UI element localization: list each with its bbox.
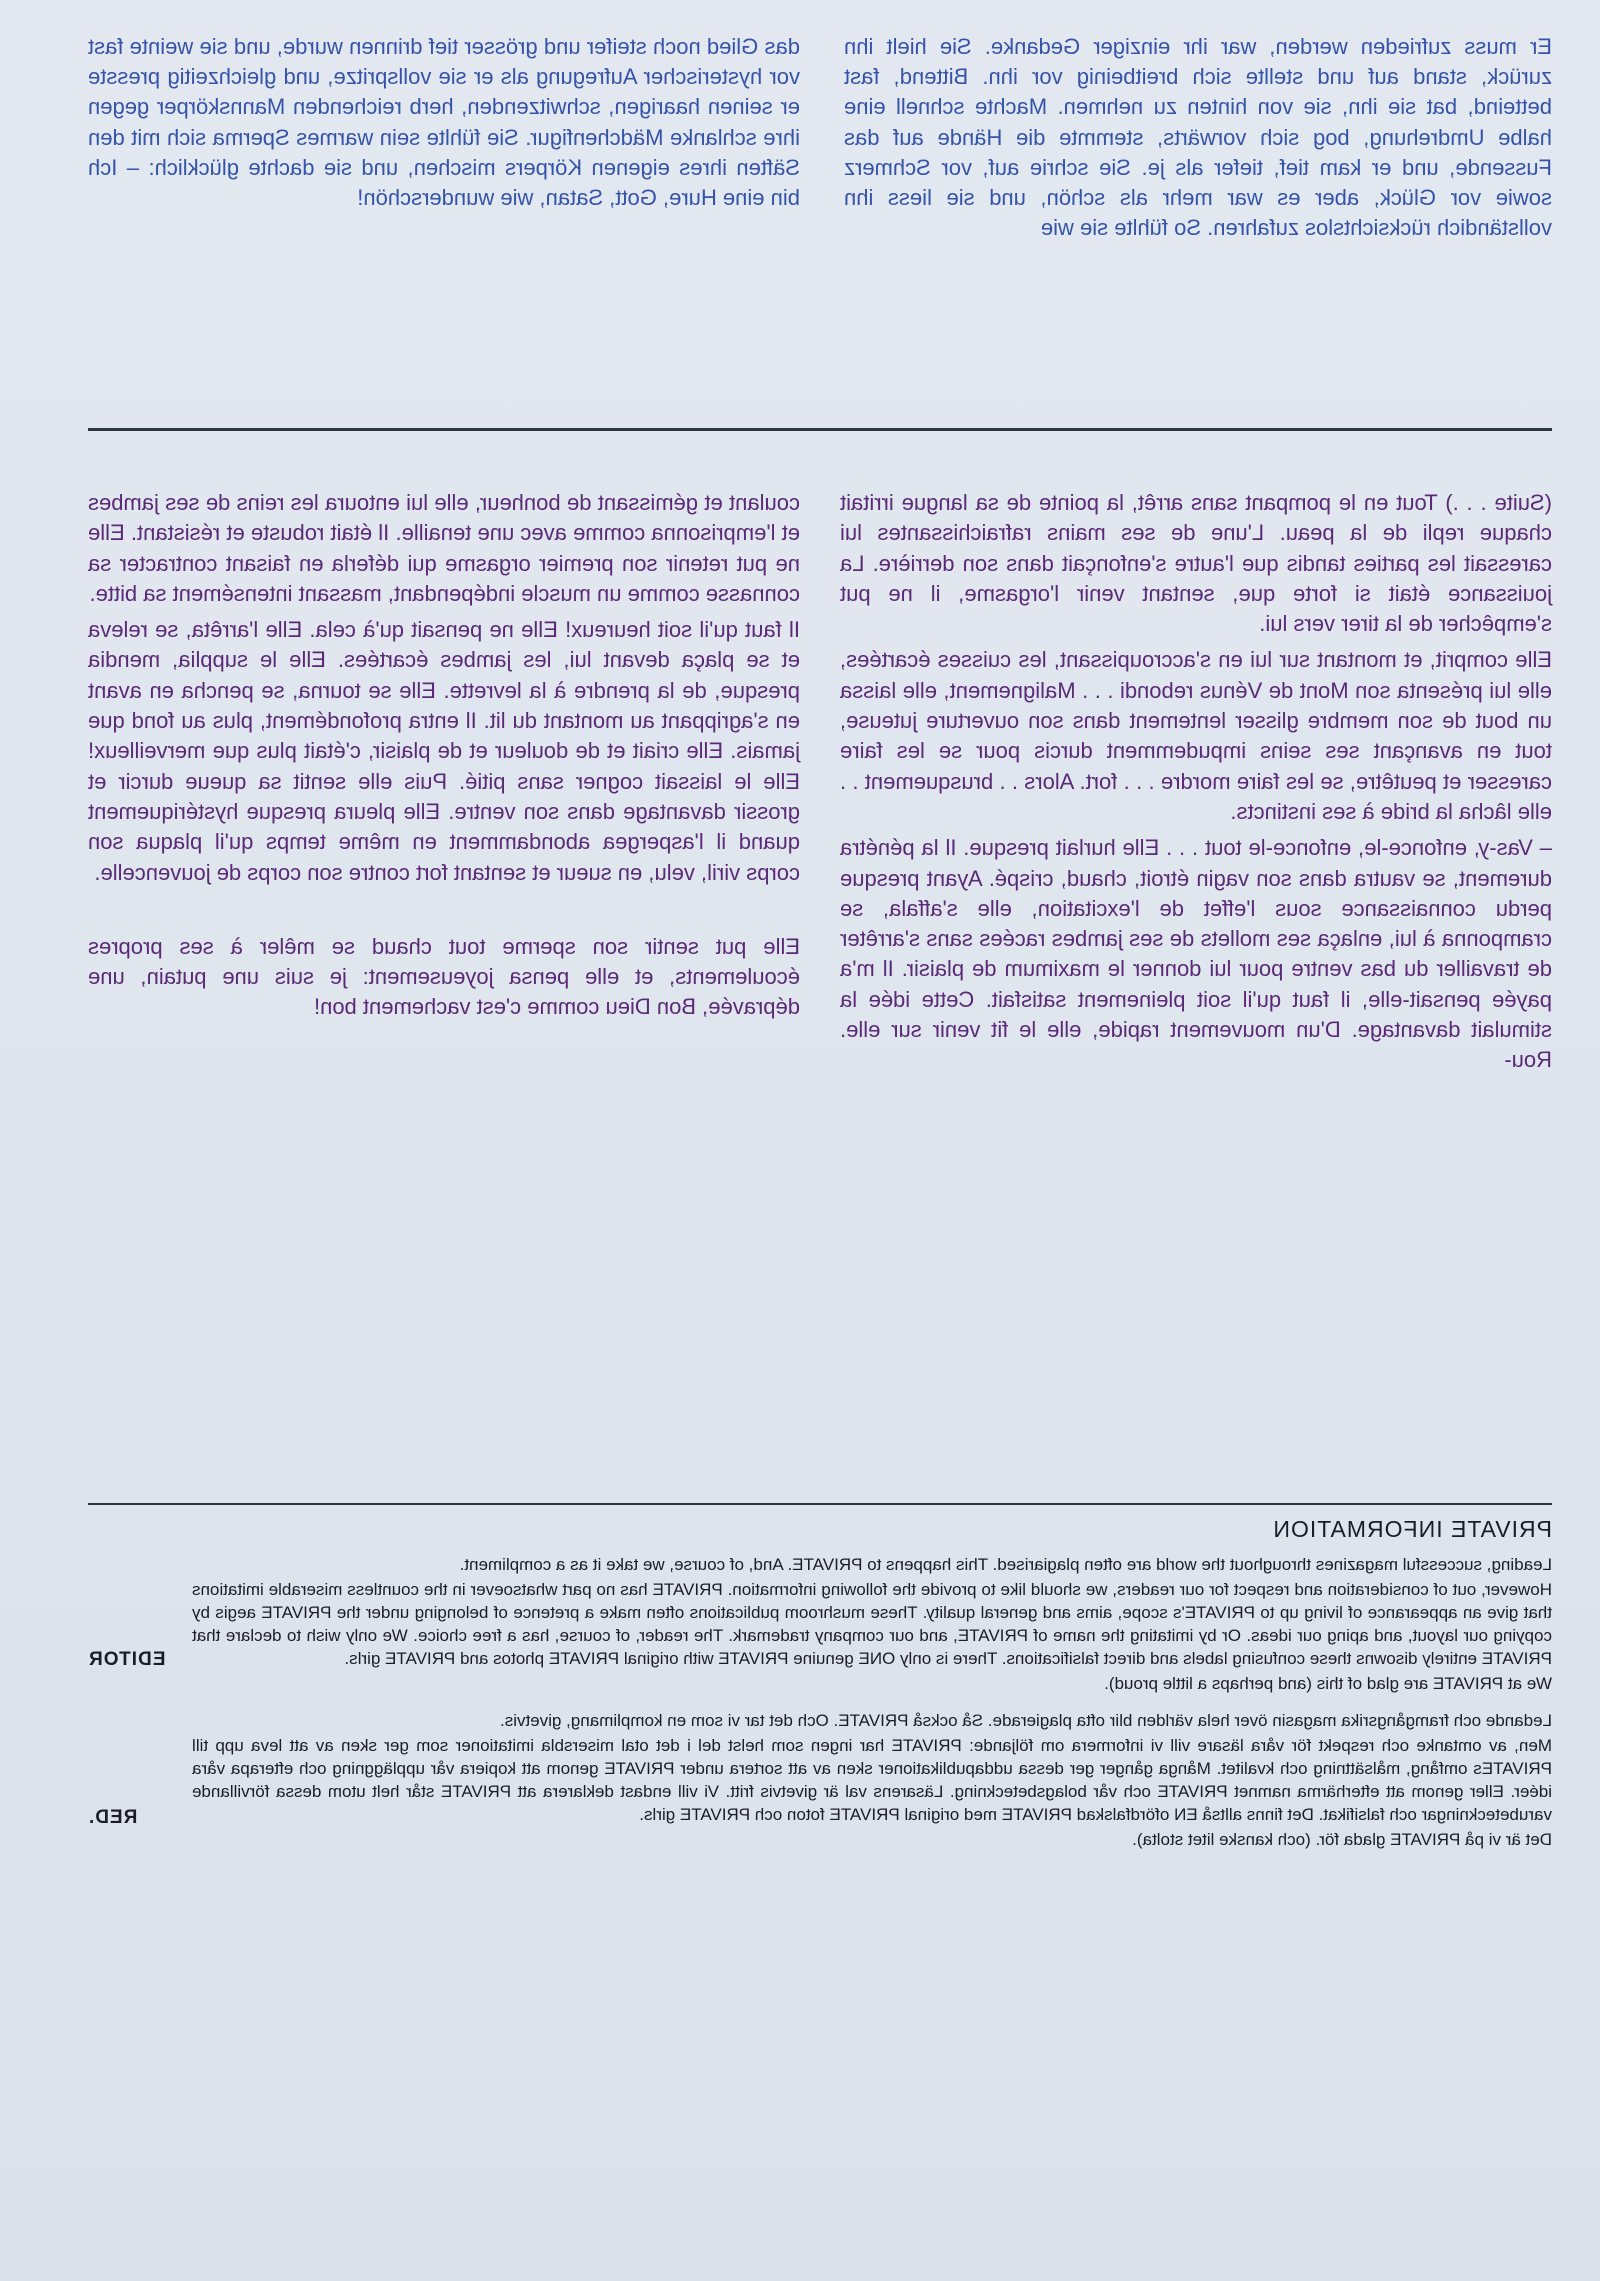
french-column-1: [840, 488, 1552, 1082]
private-information-box: [88, 1516, 1552, 1853]
notice-paragraph: Ledande och framgångsrika magasin över hela världen blir ofta plagierade. Så också PRIVATE. Och det tar vi som en komplimang, givetvis.: [499, 1711, 1552, 1730]
paragraph-gap: [88, 894, 800, 932]
editor-signature: EDITOR: [88, 1649, 166, 1670]
notice-paragraph: Leading, successful magazines throughout the world are often plagiarised. This happens to PRIVATE. And, of course, we take it as a compliment.: [459, 1555, 1552, 1574]
notice-paragraph: However, out of consideration and respect for our readers, we should like to provide the following information. PRIVATE has no part whatsoever in the countless miserable imitations that give an appearance of living up to PRIVATE's scope, aims and general quality. These mushroom publications often make a pretence of belonging under the PRIVATE aegis by copying our layout, and aping our ideas. Or by imitating the name of PRIVATE, and our company trademark. The reader, of course, has a free choice. We only wish to declare that PRIVATE entirely disowns these confusing labels and direct falsifications. There is only ONE genuine PRIVATE with original PRIVATE photos and PRIVATE girls.: [192, 1580, 1552, 1668]
english-notice: [88, 1553, 1552, 1695]
french-paragraph: – Vas-y, enfonce-le, enfonce-le tout . . . Elle hurlait presque. Il la pénétra durement, se vautra dans son vagin étroit, chaud, crispé. Ayant presque perdu connaissance sous l'effet de l'excitation, elle s'affala, se cramponna à lui, enlaça ses mollets de ses jambes racées sans s'arrêter de travailler du bas ventre pour lui donner le maximum de plaisir. Il m'a payée pensait-elle, il faut qu'il soit pleinement satisfait. Cette idée la stimulait davantage. D'un mouvement rapide, elle le fit venir sur elle. Rou-: [840, 835, 1552, 1073]
french-paragraph: coulant et gémissant de bonheur, elle lui entoura les reins de ses jambes et l'emprisonna comme avec une tenaille. Il était robuste et résistant. Elle ne put retenir son premier orgasme qui déferla en faisant contracter sa connasse comme un muscle indépendant, massant intensément sa bitte.: [88, 490, 800, 606]
section-divider: [88, 1503, 1552, 1505]
french-paragraph: Elle comprit, et montant sur lui en s'accroupissant, les cuisses écartées, elle lui présenta son Mont de Vénus rebondi . . . Malignement, elle laissa un bout de son membre glisser lentement dans son ouverture juteuse, tout en avançant ses seins impudemment durcis pour se les faire caresser et peutêtre, se les faire mordre . . . fort. Alors . . brusquement . . elle lâcha la bride à ses instincts.: [840, 647, 1552, 824]
private-information-heading: PRIVATE INFORMATION: [1272, 1516, 1552, 1542]
french-paragraph: Elle put sentir son sperme tout chaud se mêler à ses propres écoulements, et elle pensa joyeusement: je suis une putain, une dépravée, Bon Dieu comme c'est vachement bon!: [88, 933, 800, 1020]
french-column-2: [88, 488, 800, 1029]
french-paragraph: Il faut qu'il soit heureux! Elle ne pensait qu'à cela. Elle l'arrêta, se releva et se plaça devant lui, les jambes écartées. Elle le supplia, mendia presque, de la prendre à la levrette. Elle se tourna, se pencha en avant en s'agrippant au montant du lit. Il entra profondément, plus au fond que jamais. Elle criait et de douleur et de plaisir, c'était plus que merveilleux! Elle le laissait cogner sans pitié. Puis elle sentit sa queue durcir et grossir davantage dans son ventre. Elle pleura presque hystériquement quand il l'aspergea abondamment en même temps qu'il plaqua son corps viril, velu, en sueur et sentant fort contre son corps de jouvencelle.: [88, 617, 800, 885]
german-column-1: [844, 32, 1552, 249]
notice-paragraph: We at PRIVATE are glad of this (and perhaps a little proud).: [1104, 1674, 1552, 1693]
notice-paragraph: Det är vi på PRIVATE glada för. (och kanske litet stolta).: [1132, 1830, 1552, 1849]
french-paragraph: (Suite . . .) Tout en le pompant sans arrêt, la pointe de sa langue irritait chaque repli de la peau. L'une de ses mains rafraichissantes lui caressait les parties tandis que l'autre s'enfonçait dans son derrière. La jouissance était si forte que, sentant venir l'orgasme, il ne put s'empêcher de la tirer vers lui.: [840, 490, 1552, 637]
german-paragraph: Er muss zufrieden werden, war ihr einziger Gedanke. Sie hielt ihn zurück, stand auf und stellte sich breitbeinig vor ihn. Bittend, fast betteind, bat sie ihn, sie von hinten zu nehmen. Machte schnell eine halbe Umdrehung, bog sich vorwärts, stemmte die Hände auf das Fussende, und er kam tief, tiefer als je. Sie schrie auf, vor Schmerz sowie vor Glück, aber es war mehr als schön, und sie liess ihn vollständich rücksichtslos zufahren. So fühlte sie wie: [844, 34, 1552, 241]
notice-paragraph: Men, av omtanke och respekt för våra läsare vill vi informera om följande: PRIVATE har ingen som helst del i det otal misersbla imitationer som ger sken av att leva upp till PRIVATEs omfång, målsättning och kvalitet. Många gånger ger dessa uddapublikationer sken av att sortera under PRIVATE genom att kopiera vår uppläggning och efterapa våra idéer. Eller genom att efterhärma namnet PRIVATE och vår bolagsbeteckning. Läsarens val är givetvis fritt. Vi vill endast deklarera att PRIVATE står helt utom dessa förvillande varubeteckningar och falsifikat. Det finns alltså EN ofördfalskad PRIVATE med original PRIVATE foton och PRIVATE girls.: [192, 1736, 1552, 1824]
swedish-body: [192, 1709, 1552, 1851]
german-column-2: [88, 32, 800, 219]
english-body: [192, 1553, 1552, 1695]
swedish-notice: [88, 1709, 1552, 1851]
section-divider: [88, 428, 1552, 431]
red-signature: RED.: [88, 1807, 138, 1828]
german-paragraph: das Glied noch steifer und grösser tief drinnen wurde, und sie weinte fast vor hysterischer Aufregung als er sie vollspritze, und gleichzeitig presste er seinen haarigen, schwitzenden, herb reichenden Mannskörper gegen ihre schlanke Mädchenfigur. Sie fühlte sein warmes Sperma sich mit den Säften ihres eigenen Körpers mischen, und sie dachte glücklich: – Ich bin eine Hure, Gott, Satan, wie wunderschön!: [88, 34, 800, 211]
